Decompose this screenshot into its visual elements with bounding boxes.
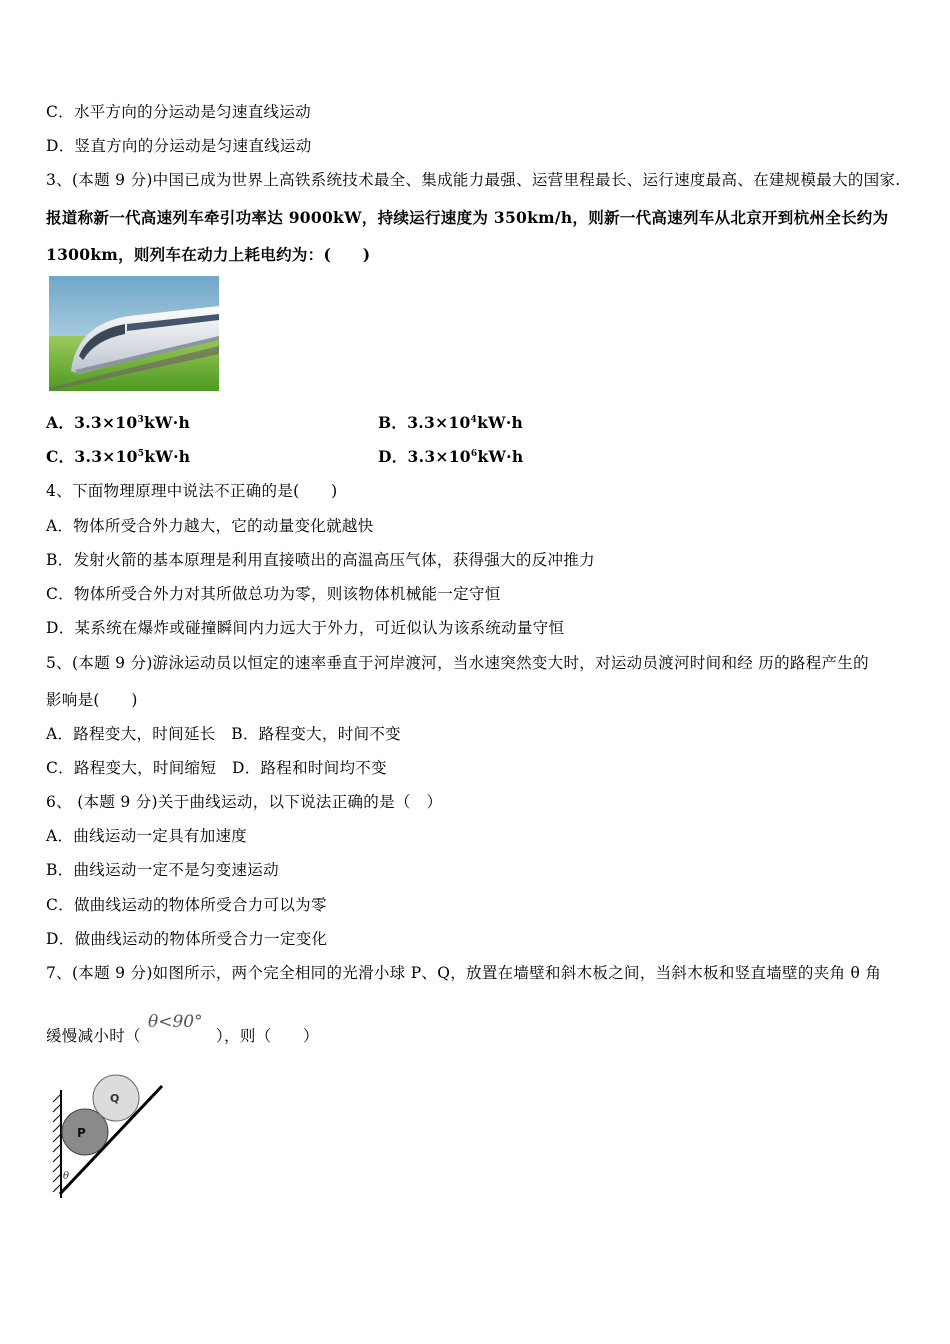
q3-stem-line1: 3、(本题 9 分)中国已成为世界上高铁系统技术最全、集成能力最强、运营里程最长、运行速度最高、在建规模最大的国家. bbox=[46, 171, 901, 189]
q6-stem: 6、 (本题 9 分)关于曲线运动，以下说法正确的是（ ） bbox=[46, 793, 443, 811]
q5-stem-line1: 5、(本题 9 分)游泳运动员以恒定的速率垂直于河岸渡河，当水速突然变大时，对运动员渡河时间和经 历的路程产生的 bbox=[46, 654, 869, 672]
q5-options-row1: A．路程变大，时间延长 B．路程变大，时间不变 bbox=[46, 725, 401, 743]
q4-option-c: C．物体所受合外力对其所做总功为零，则该物体机械能一定守恒 bbox=[46, 585, 501, 603]
q6-option-c: C．做曲线运动的物体所受合力可以为零 bbox=[46, 896, 327, 914]
q2-option-d: D．竖直方向的分运动是匀速直线运动 bbox=[46, 137, 312, 155]
q7-theta-expression: θ<90° bbox=[148, 1012, 203, 1032]
q7-stem-line1: 7、(本题 9 分)如图所示，两个完全相同的光滑小球 P、Q，放置在墙壁和斜木板之间，当斜木板和竖直墙壁的夹角 θ 角 bbox=[46, 964, 882, 982]
q3-option-d: D．$3.3\times 10^6kW\cdot h$ bbox=[378, 447, 524, 466]
q7-stem-line2b: ），则（ ） bbox=[216, 1027, 319, 1045]
q3-option-a: A．$3.3\times 10^3kW\cdot h$ bbox=[46, 413, 191, 432]
q3-option-b: B．$3.3\times 10^4kW\cdot h$ bbox=[378, 413, 524, 432]
q5-stem-line2: 影响是( ) bbox=[46, 691, 138, 709]
incline-diagram bbox=[52, 1068, 168, 1200]
q4-option-a: A．物体所受合外力越大，它的动量变化就越快 bbox=[46, 517, 374, 535]
q4-option-b: B．发射火箭的基本原理是利用直接喷出的高温高压气体，获得强大的反冲推力 bbox=[46, 551, 595, 569]
train-image bbox=[49, 276, 219, 391]
q4-stem: 4、下面物理原理中说法不正确的是( ) bbox=[46, 482, 338, 500]
label-p: P bbox=[77, 1126, 86, 1140]
q3-stem-line3: 1300km，则列车在动力上耗电约为：( ) bbox=[46, 245, 371, 264]
q6-option-d: D．做曲线运动的物体所受合力一定变化 bbox=[46, 930, 328, 948]
q6-option-a: A．曲线运动一定具有加速度 bbox=[46, 827, 248, 845]
q3-option-c: C．$3.3\times 10^5kW\cdot h$ bbox=[46, 447, 191, 466]
q6-option-b: B．曲线运动一定不是匀变速运动 bbox=[46, 861, 279, 879]
label-theta: θ bbox=[63, 1171, 70, 1182]
q3-stem-line2: 报道称新一代高速列车牵引功率达 9000kW，持续运行速度为 350km/h，则新一代高速列车从北京开到杭州全长约为 bbox=[46, 208, 889, 227]
q2-option-c: C．水平方向的分运动是匀速直线运动 bbox=[46, 103, 311, 121]
q4-option-d: D．某系统在爆炸或碰撞瞬间内力远大于外力，可近似认为该系统动量守恒 bbox=[46, 619, 565, 637]
q5-options-row2: C．路程变大，时间缩短 D．路程和时间均不变 bbox=[46, 759, 387, 777]
label-q: Q bbox=[110, 1092, 120, 1105]
q7-stem-line2a: 缓慢减小时（ bbox=[46, 1027, 141, 1045]
